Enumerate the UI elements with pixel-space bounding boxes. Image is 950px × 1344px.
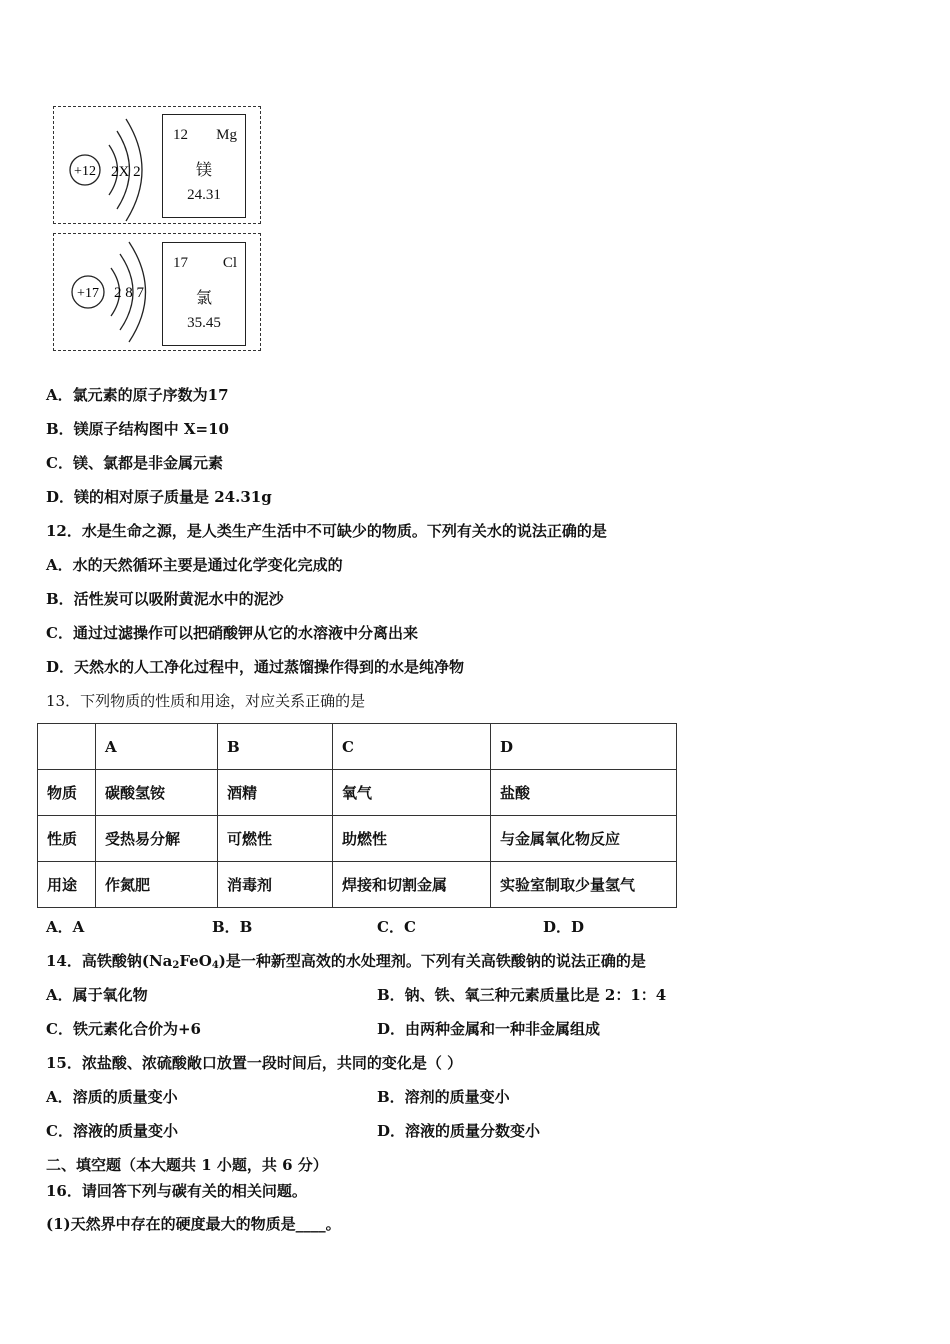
q14-stem-post: )是一种新型高效的水处理剂。下列有关高铁酸钠的说法正确的是 <box>218 952 646 970</box>
table-cell: B <box>218 724 333 770</box>
table-cell: D <box>491 724 677 770</box>
q13-option-d: D．D <box>543 918 585 936</box>
table-row <box>38 816 677 862</box>
q14-option-d: D．由两种金属和一种非金属组成 <box>377 1020 601 1038</box>
table-cell: 碳酸氢铵 <box>96 770 218 816</box>
q11-option-d: D．镁的相对原子质量是 24.31g <box>46 488 272 506</box>
table-cell: A <box>96 724 218 770</box>
q12-option-b: B．活性炭可以吸附黄泥水中的泥沙 <box>46 590 284 608</box>
mg-name: 镁 <box>195 162 212 179</box>
mg-atomic-number: 12 <box>173 127 188 143</box>
cl-shell-electrons: 2 8 7 <box>114 285 144 301</box>
table-header-row <box>38 724 677 770</box>
cl-figure <box>53 233 261 351</box>
q14-stem-mid: FeO <box>179 952 212 970</box>
cl-atomic-number: 17 <box>173 255 188 271</box>
mg-symbol: Mg <box>216 127 237 143</box>
table-cell: 受热易分解 <box>96 816 218 862</box>
q14-option-a: A．属于氧化物 <box>46 986 148 1004</box>
mg-figure <box>53 106 261 224</box>
q15-option-a: A．溶质的质量变小 <box>46 1088 178 1106</box>
table-cell: 可燃性 <box>218 816 333 862</box>
table-cell: C <box>333 724 491 770</box>
q13-option-c: C．C <box>377 918 416 936</box>
q11-option-c: C．镁、氯都是非金属元素 <box>46 454 223 472</box>
table-cell: 用途 <box>38 862 96 908</box>
q13-stem: 13．下列物质的性质和用途，对应关系正确的是 <box>46 692 366 710</box>
q13-table <box>37 723 677 908</box>
q12-option-a: A．水的天然循环主要是通过化学变化完成的 <box>46 556 343 574</box>
table-cell: 与金属氧化物反应 <box>491 816 677 862</box>
mg-element-card <box>162 114 246 218</box>
q16-part-1: (1)天然界中存在的硬度最大的物质是____。 <box>46 1215 341 1233</box>
q14-stem-pre: 14．高铁酸钠(Na <box>46 952 173 970</box>
table-cell: 性质 <box>38 816 96 862</box>
q14-option-b: B．钠、铁、氧三种元素质量比是 2：1：4 <box>377 986 667 1004</box>
mg-mass: 24.31 <box>187 187 221 203</box>
q13-option-a: A．A <box>46 918 85 936</box>
table-cell: 焊接和切割金属 <box>333 862 491 908</box>
table-cell <box>38 724 96 770</box>
table-cell: 实验室制取少量氢气 <box>491 862 677 908</box>
q12-stem: 12．水是生命之源，是人类生产生活中不可缺少的物质。下列有关水的说法正确的是 <box>46 522 607 540</box>
q15-option-d: D．溶液的质量分数变小 <box>377 1122 541 1140</box>
table-cell: 盐酸 <box>491 770 677 816</box>
table-row <box>38 862 677 908</box>
q13-option-b: B．B <box>212 918 253 936</box>
section-title: 二、填空题（本大题共 1 小题，共 6 分） <box>46 1156 328 1174</box>
q14-stem <box>46 951 646 976</box>
mg-shell-electrons: 2X 2 <box>111 164 141 180</box>
q11-option-b: B．镁原子结构图中 X=10 <box>46 420 229 438</box>
q14-option-c: C．铁元素化合价为+6 <box>46 1020 201 1038</box>
q12-option-c: C．通过过滤操作可以把硝酸钾从它的水溶液中分离出来 <box>46 624 418 642</box>
cl-atom-diagram <box>54 234 164 352</box>
table-row <box>38 770 677 816</box>
table-cell: 物质 <box>38 770 96 816</box>
q11-option-a: A．氯元素的原子序数为17 <box>46 386 229 404</box>
cl-symbol: Cl <box>222 255 237 271</box>
table-cell: 助燃性 <box>333 816 491 862</box>
table-cell: 酒精 <box>218 770 333 816</box>
q14-sub-2: 4 <box>211 960 219 971</box>
cl-element-card <box>162 242 246 346</box>
mg-nucleus-label: +12 <box>74 164 96 179</box>
q15-option-c: C．溶液的质量变小 <box>46 1122 178 1140</box>
cl-mass: 35.45 <box>187 315 221 331</box>
q14-sub-1: 2 <box>172 960 180 971</box>
q15-option-b: B．溶剂的质量变小 <box>377 1088 510 1106</box>
cl-name: 氯 <box>195 290 212 307</box>
table-cell: 氧气 <box>333 770 491 816</box>
q12-option-d: D．天然水的人工净化过程中，通过蒸馏操作得到的水是纯净物 <box>46 658 465 676</box>
cl-nucleus-label: +17 <box>77 286 99 301</box>
table-cell: 消毒剂 <box>218 862 333 908</box>
q16-stem: 16．请回答下列与碳有关的相关问题。 <box>46 1182 307 1200</box>
table-cell: 作氮肥 <box>96 862 218 908</box>
mg-atom-diagram <box>54 107 164 225</box>
q15-stem: 15．浓盐酸、浓硫酸敞口放置一段时间后，共同的变化是（ ） <box>46 1054 463 1072</box>
